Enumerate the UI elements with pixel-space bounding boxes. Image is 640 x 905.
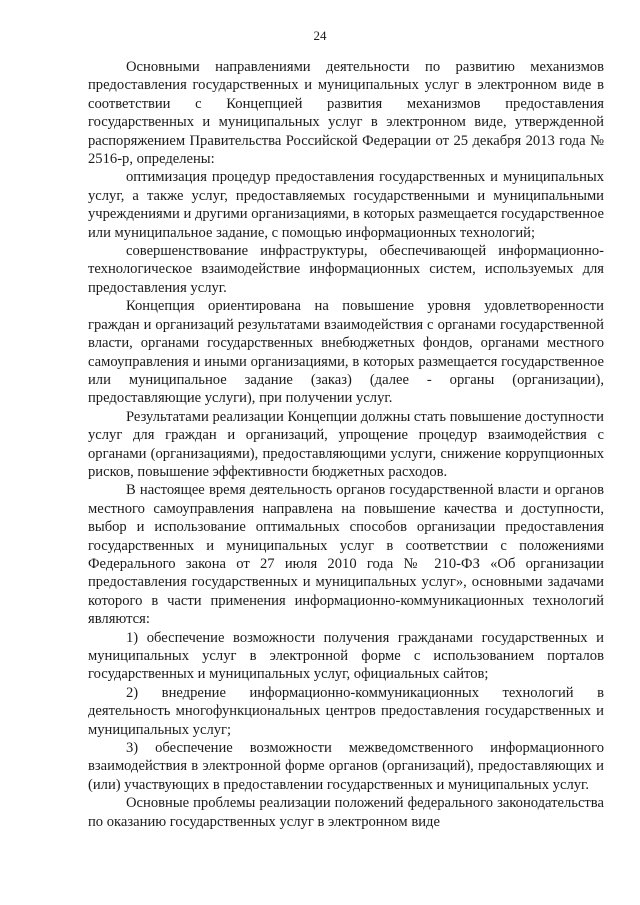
document-body — [88, 58, 604, 831]
paragraph-main-problems: Основные проблемы реализации положений федерального законодательства по оказанию государственных услуг в электронном виде — [88, 795, 604, 830]
paragraph-current-activity: В настоящее время деятельность органов государственной власти и органов местного самоуправления направлена на повышение качества и доступности, выбор и использование оптимальных способов организации предоставления государственных и муниципальных услуг в соответствии с положениями Федерального закона от 27 июля 2010 года № 210-ФЗ «Об организации предоставления государственных и муниципальных услуг», основными задачами которого в части применения информационно-коммуникационных технологий являются: — [88, 482, 604, 628]
paragraph-directions-intro: Основными направлениями деятельности по развитию механизмов предоставления государственных и муниципальных услуг в электронном виде в соответствии с Концепцией развития механизмов предоставления государственных и муниципальных услуг в электронном виде, утвержденной распоряжением Правительства Российской Федерации от 25 декабря 2013 года № 2516-р, определены: — [88, 59, 604, 168]
list-item-3: 3) обеспечение возможности межведомственного информационного взаимодействия в электронной форме органов (организаций), предоставляющих и (или) участвующих в предоставлении государственных и муниципальных услуг. — [88, 740, 604, 793]
page-number: 24 — [313, 28, 327, 43]
paragraph-concept-focus: Концепция ориентирована на повышение уровня удовлетворенности граждан и организаций результатами взаимодействия с органами государственной власти, органами государственных внебюджетных фондов, органами местного самоуправления и иными организациями, в которых размещается государственное или муниципальное задание (заказ) (далее - органы (организации), предоставляющие услуги), при получении услуг. — [88, 298, 604, 407]
paragraph-optimization: оптимизация процедур предоставления государственных и муниципальных услуг, а также услуг, предоставляемых государственными и муниципальными учреждениями и другими организациями, в которых размещается государственное или муниципальное задание, с помощью информационных технологий; — [88, 169, 604, 241]
list-item-2: 2) внедрение информационно-коммуникационных технологий в деятельность многофункциональных центров предоставления государственных и муниципальных услуг; — [88, 684, 604, 738]
list-item-1: 1) обеспечение возможности получения гражданами государственных и муниципальных услуг в электронной форме с использованием порталов государственных и муниципальных услуг, официальных сайтов; — [88, 629, 604, 683]
paragraph-concept-results: Результатами реализации Концепции должны стать повышение доступности услуг для граждан и организаций, упрощение процедур взаимодействия с органами (организациями), предоставляющими услуги, снижение коррупционных рисков, повышение эффективности бюджетных расходов. — [88, 408, 604, 480]
paragraph-infrastructure: совершенствование инфраструктуры, обеспечивающей информационно-технологическое взаимодействие информационных систем, используемых для предоставления услуг. — [88, 243, 604, 296]
